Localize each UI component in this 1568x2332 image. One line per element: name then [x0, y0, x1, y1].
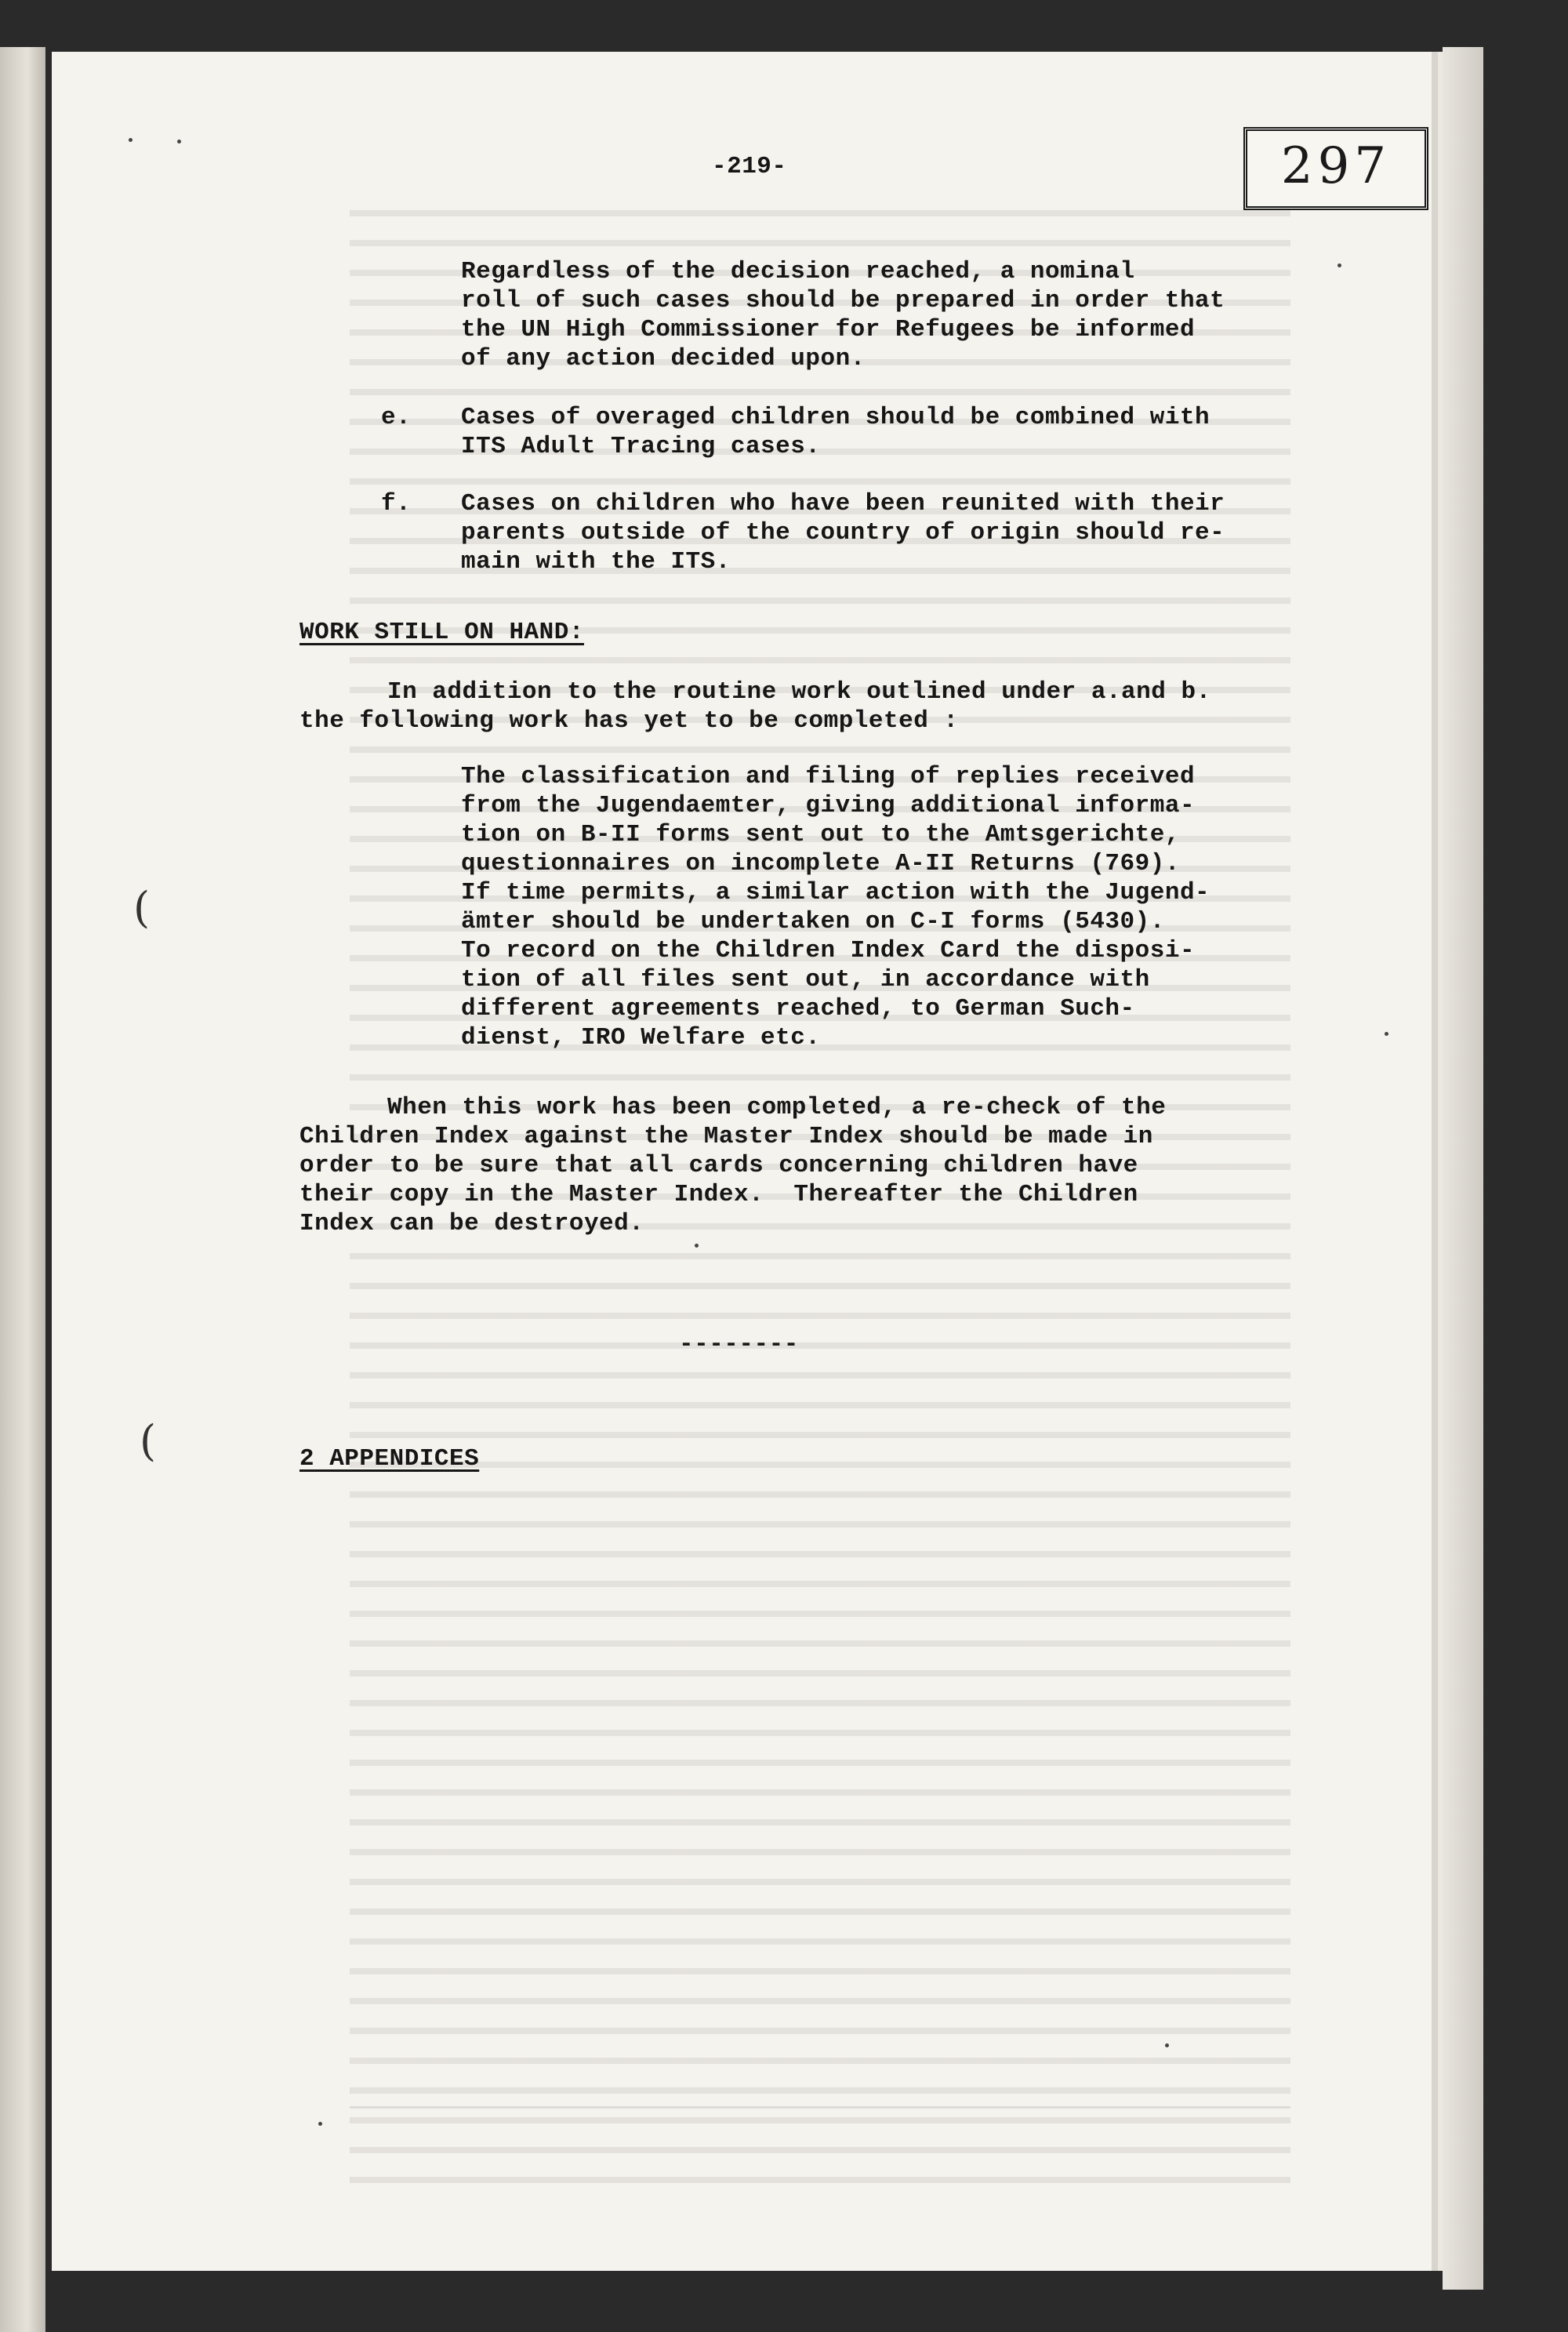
text-line: parents outside of the country of origin should re- — [461, 519, 1225, 547]
text-line: different agreements reached, to German Such- — [461, 995, 1135, 1023]
margin-mark: ( — [140, 1416, 157, 1466]
page-stack-edge — [1443, 47, 1483, 2290]
text-line: main with the ITS. — [461, 548, 731, 576]
text-line: from the Jugendaemter, giving additional informa- — [461, 792, 1196, 819]
text-line: To record on the Children Index Card the disposi- — [461, 937, 1196, 964]
speck — [318, 2122, 322, 2126]
text-line: order to be sure that all cards concerning children have — [299, 1152, 1138, 1179]
text-line: If time permits, a similar action with the Jugend- — [461, 879, 1210, 906]
document-page — [52, 52, 1432, 2271]
speck — [177, 140, 181, 143]
text-line: their copy in the Master Index. Thereafter the Children — [299, 1181, 1138, 1208]
speck — [695, 1244, 699, 1248]
text-line: the following work has yet to be completed : — [299, 707, 959, 735]
page-number: -219- — [712, 153, 787, 180]
speck — [1338, 263, 1341, 267]
text-line: ITS Adult Tracing cases. — [461, 433, 821, 460]
list-marker: f. — [381, 490, 412, 518]
text-line: Cases on children who have been reunited with their — [461, 490, 1225, 518]
list-marker: e. — [381, 404, 412, 431]
section-separator: -------- — [679, 1331, 799, 1358]
text-line: Regardless of the decision reached, a nominal — [461, 258, 1135, 285]
text-line: The classification and filing of replies received — [461, 763, 1196, 790]
text-line: the UN High Commissioner for Refugees be informed — [461, 316, 1196, 343]
text-line: Children Index against the Master Index should be made in — [299, 1123, 1153, 1150]
text-line: tion of all files sent out, in accordance with — [461, 966, 1150, 993]
speck — [1165, 2043, 1169, 2047]
archive-stamp — [1243, 127, 1428, 210]
text-line: Index can be destroyed. — [299, 1210, 644, 1237]
adjacent-page-edge — [0, 47, 45, 2332]
speck — [129, 138, 132, 142]
stamp-number: 297 — [1280, 137, 1392, 195]
text-line: In addition to the routine work outlined under a.and b. — [387, 678, 1211, 706]
speck — [1385, 1032, 1388, 1036]
section-heading: WORK STILL ON HAND: — [299, 619, 584, 646]
appendices-heading: 2 APPENDICES — [299, 1445, 480, 1473]
text-line: roll of such cases should be prepared in order that — [461, 287, 1225, 314]
text-line: ämter should be undertaken on C-I forms (5430). — [461, 908, 1165, 935]
text-line: tion on B-II forms sent out to the Amtsgerichte, — [461, 821, 1180, 848]
text-line: questionnaires on incomplete A-II Returns (769). — [461, 850, 1180, 877]
text-line: When this work has been completed, a re-check of the — [387, 1094, 1167, 1121]
text-line: of any action decided upon. — [461, 345, 866, 372]
text-line: Cases of overaged children should be combined with — [461, 404, 1210, 431]
text-line: dienst, IRO Welfare etc. — [461, 1024, 821, 1052]
margin-mark: ( — [133, 883, 151, 932]
